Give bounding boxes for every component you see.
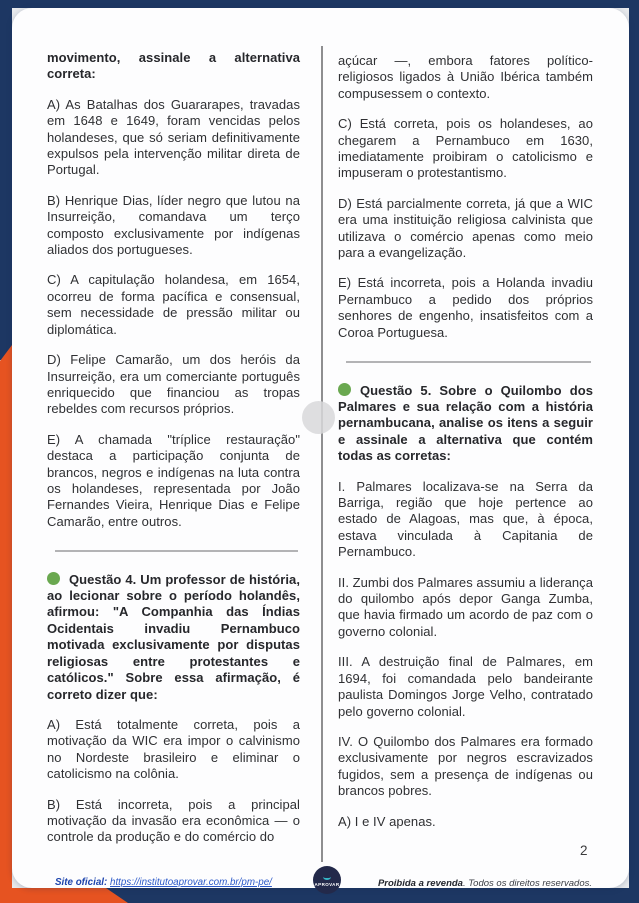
q5-option-a: A) I e IV apenas.	[338, 813, 436, 829]
q4-option-b-continuation: açúcar —, embora fatores político-religiosos ligados à União Ibérica também compusessem o contexto.	[338, 53, 593, 101]
column-divider	[321, 46, 323, 862]
footer-site-link	[55, 877, 272, 888]
copyright-rest: . Todos os direitos reservados.	[462, 878, 592, 889]
copyright-bold: Proibida a revenda	[377, 878, 463, 889]
aprovar-logo	[313, 866, 341, 894]
q5-item-4: IV. O Quilombo dos Palmares era formado exclusivamente por negros escravizados fugidos, sem a presença de indígenas ou brancos pobres.	[338, 733, 593, 799]
option-b: B) Henrique Dias, líder negro que lutou na Insurreição, comandava um terço composto exclusivamente por indígenas aliados dos portugueses.	[47, 192, 300, 258]
option-e: E) A chamada "tríplice restauração" destaca a participação conjunta de brancos, negros e indígenas na luta contra os holandeses, representada por João Fernandes Vieira, Henrique Dias e Felipe Camarão, entre outros.	[47, 431, 300, 529]
q4-option-d: D) Está parcialmente correta, já que a WIC era uma instituição religiosa calvinista que utilizava o comércio apenas como meio para a evangelização.	[338, 195, 593, 261]
question-intro-continued: movimento, assinale a alternativa correta:	[47, 50, 300, 82]
question4-heading-text: Questão 4. Um professor de história, ao lecionar sobre o período holandês, afirmou: "A Companhia das Índias Ocidentais invadiu Pernambuco motivada exclusivamente por disputas religiosas entre protestantes e católicos." Sobre essa afirmação, é correto dizer que:	[47, 571, 300, 702]
question4-heading	[47, 572, 300, 703]
aprovar-logo-text: APROVAR	[314, 881, 340, 887]
question5-heading-text: Questão 5. Sobre o Quilombo dos Palmares e sua relação com a história pernambucana, analise os itens a seguir e assinale a alternativa que contém todas as corretas:	[338, 382, 593, 464]
page-frame-top	[0, 0, 639, 8]
q4-option-c: C) Está correta, pois os holandeses, ao chegarem a Pernambuco em 1630, imediatamente proibiram o catolicismo e impuseram o protestantismo.	[338, 116, 593, 181]
site-url-link[interactable]: https://institutoaprovar.com.br/pm-pe/	[110, 877, 272, 888]
orange-accent-left	[0, 345, 12, 903]
option-a: A) As Batalhas dos Guararapes, travadas em 1648 e 1649, foram vencidas pelos holandeses, que só seriam definitivamente expulsos pela intervenção militar direta de Portugal.	[47, 96, 300, 178]
page-frame-right	[629, 0, 639, 903]
right-column	[338, 53, 593, 844]
site-label: Site oficial:	[55, 877, 108, 888]
question5-heading	[338, 383, 593, 465]
footer-copyright	[378, 878, 592, 889]
watermark-circle-icon	[302, 401, 335, 434]
q5-item-3: III. A destruição final de Palmares, em 1694, foi comandada pelo bandeirante paulista Domingos Jorge Velho, contratado pelo governo colonial.	[338, 654, 593, 719]
aprovar-logo-mark-icon	[323, 874, 331, 880]
option-c: C) A capitulação holandesa, em 1654, ocorreu de forma pacífica e consensual, sem necessidade de pressão militar ou diplomática.	[47, 272, 300, 337]
q5-item-2: II. Zumbi dos Palmares assumiu a liderança do quilombo após depor Ganga Zumba, que havia firmado um acordo de paz com o governo colonial.	[338, 574, 593, 639]
q4-option-a: A) Está totalmente correta, pois a motivação da WIC era impor o calvinismo no Nordeste brasileiro e eliminar o catolicismo na colônia.	[47, 716, 300, 782]
question-bullet-icon	[338, 383, 351, 396]
page-number: 2	[580, 843, 588, 858]
page-frame-left	[0, 0, 12, 360]
q4-option-b: B) Está incorreta, pois a principal motivação da invasão era econômica — o controle da produção e do comércio do	[47, 796, 300, 845]
q5-item-1: I. Palmares localizava-se na Serra da Barriga, região que hoje pertence ao estado de Alagoas, mas que, à época, estava vinculada à Capitania de Pernambuco.	[338, 478, 593, 560]
option-d: D) Felipe Camarão, um dos heróis da Insurreição, era um comerciante português enriquecido que financiou as tropas rebeldes com recursos próprios.	[47, 352, 300, 417]
question-bullet-icon	[47, 572, 60, 585]
q4-option-e: E) Está incorreta, pois a Holanda invadiu Pernambuco a pedido dos próprios senhores de engenho, insatisfeitos com a Coroa Portuguesa.	[338, 275, 593, 340]
orange-accent-bottom	[0, 888, 128, 903]
section-divider	[346, 361, 591, 363]
left-column	[47, 50, 300, 860]
section-divider	[55, 550, 298, 552]
